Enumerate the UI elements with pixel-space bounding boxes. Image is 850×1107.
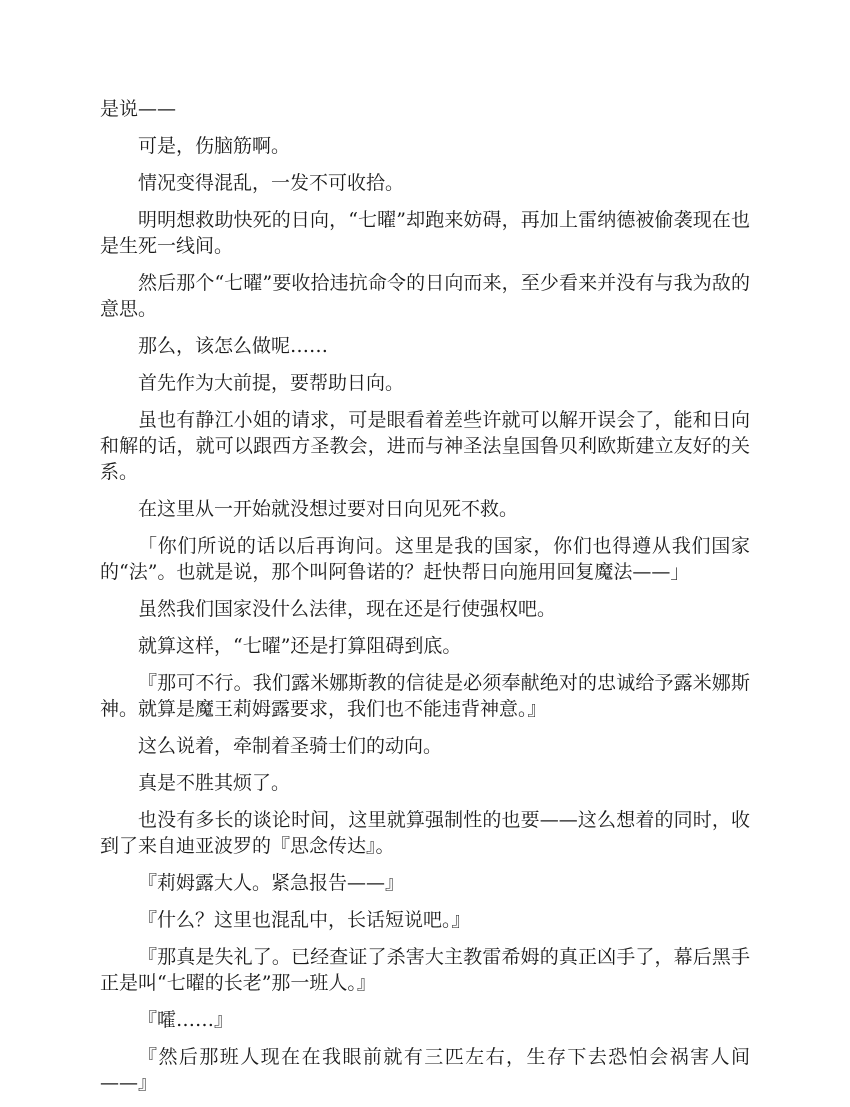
paragraph: 『然后那班人现在在我眼前就有三匹左右，生存下去恐怕会祸害人间——』 — [100, 1046, 750, 1094]
paragraph: 『那可不行。我们露米娜斯教的信徒是必须奉献绝对的忠诚给予露米娜斯神。就算是魔王莉姆露要求，我们也不能违背神意。』 — [100, 672, 750, 720]
paragraph: 『莉姆露大人。紧急报告——』 — [138, 872, 405, 894]
paragraph: 『那真是失礼了。已经查证了杀害大主教雷希姆的真正凶手了，幕后黑手正是叫“七曜的长老”那一班人。』 — [100, 946, 750, 994]
paragraph: 然后那个“七曜”要收拾违抗命令的日向而来，至少看来并没有与我为敌的意思。 — [100, 272, 750, 320]
paragraph: 这么说着，牵制着圣骑士们的动向。 — [138, 735, 443, 757]
paragraph: 可是，伤脑筋啊。 — [138, 135, 291, 157]
paragraph: 「你们所说的话以后再询问。这里是我的国家，你们也得遵从我们国家的“法”。也就是说，那个叫阿鲁诺的？赶快帮日向施用回复魔法——」 — [100, 535, 750, 583]
paragraph: 那么，该怎么做呢…… — [138, 335, 329, 357]
paragraph: 是说—— — [100, 98, 177, 120]
paragraph: 虽也有静江小姐的请求，可是眼看着差些许就可以解开误会了，能和日向和解的话，就可以跟西方圣教会，进而与神圣法皇国鲁贝利欧斯建立友好的关系。 — [100, 409, 750, 483]
body-text — [100, 96, 750, 1107]
paragraph: 『嚯……』 — [138, 1009, 234, 1031]
paragraph: 真是不胜其烦了。 — [138, 772, 291, 794]
paragraph: 情况变得混乱，一发不可收拾。 — [138, 172, 405, 194]
paragraph: 也没有多长的谈论时间，这里就算强制性的也要——这么想着的同时，收到了来自迪亚波罗的『思念传达』。 — [100, 809, 750, 857]
paragraph: 虽然我们国家没什么法律，现在还是行使强权吧。 — [138, 598, 557, 620]
paragraph: 在这里从一开始就没想过要对日向见死不救。 — [138, 498, 519, 520]
paragraph: 明明想救助快死的日向，“七曜”却跑来妨碍，再加上雷纳德被偷袭现在也是生死一线间。 — [100, 209, 750, 257]
paragraph: 就算这样，“七曜”还是打算阻碍到底。 — [138, 635, 462, 657]
paragraph: 『什么？这里也混乱中，长话短说吧。』 — [138, 909, 471, 931]
paragraph: 首先作为大前提，要帮助日向。 — [138, 372, 405, 394]
